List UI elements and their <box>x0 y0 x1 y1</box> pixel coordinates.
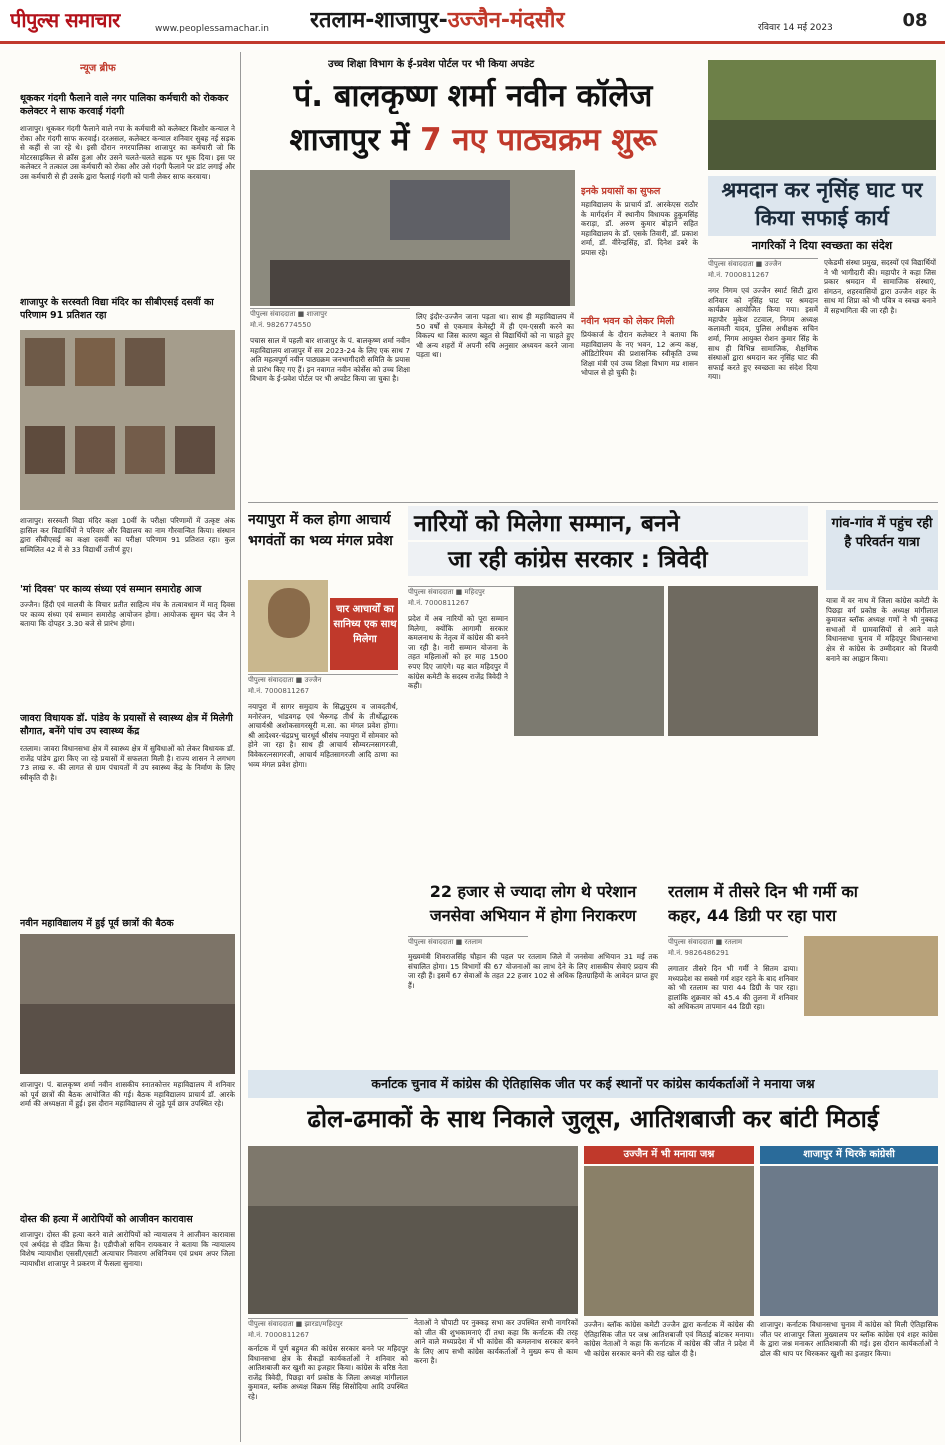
congress-women-story <box>408 506 938 876</box>
shajapur-celebration-photo <box>760 1166 938 1316</box>
page-number: 08 <box>902 10 928 31</box>
shajapur-celebration-body: शाजापुर। कर्नाटक विधानसभा चुनाव में कांग्रेस को मिली ऐतिहासिक जीत पर शाजापुर जिला मुख्यालय पर ब्लॉक कांग्रेस एवं शहर कांग्रेस के द्वारा जश्न मनाकर आतिशबाजी की गई। इस दौरान कार्यकर्ताओं ने ढोल की थाप पर थिरककर खुशी का इजहार किया। <box>760 1320 938 1358</box>
congress-byline: पीपुल्स संवाददाता ■ महिदपुर <box>408 586 528 598</box>
jansewa-story <box>408 880 658 1065</box>
lead-story <box>248 56 698 501</box>
brief-4-headline: जावरा विधायक डॉ. पांडेय के प्रयासों से स्वास्थ्य क्षेत्र में मिलेगी सौगात, बनेंगे पांच उप स्वास्थ्य केंद्र <box>20 713 233 737</box>
section-divider <box>248 502 938 503</box>
congress-photo-1 <box>514 586 664 736</box>
newspaper-logo: पीपुल्स समाचार <box>10 8 120 32</box>
karnataka-rally-photo <box>248 1146 578 1314</box>
nayapura-tag: चार आचार्यों का सानिध्य एक साथ मिलेगा <box>330 598 398 670</box>
congress-mobile: मो.नं. 7000811267 <box>408 599 470 607</box>
lead-subhead-1-body: महाविद्यालय के प्राचार्य डॉ. आरकेएस राठौर के मार्गदर्शन में स्थानीय विधायक हुकुमसिंह कराड़ा, डॉ. अरुण कुमार बोड़ाने सहित महाविद्यालय के डॉ. एसके तिवारी, डॉ. प्रकाश शर्मा, डॉ. वीरेन्द्रसिंह, डॉ. दिनेश डबरे के प्रयास रहे। <box>581 200 698 257</box>
jansewa-body: मुख्यमंत्री शिवराजसिंह चौहान की पहल पर रतलाम जिले में जनसेवा अभियान 31 मई तक संचालित होगा। 15 विभागों की 67 योजनाओं का लाभ देने के लिए शासकीय सेवाएं प्रदाय की जा रही हैं। इसमें 67 सेवाओं के तहत 22 हजार 102 से अधिक हितग्राहियों के आवेदन प्राप्त हुए हैं। <box>408 952 658 990</box>
students-photo <box>20 330 235 510</box>
ghat-body-2: एकेडमी संस्था प्रमुख, सदस्यों एवं विद्यार्थियों ने भी भागीदारी की। महापौर ने कहा जिस प्रकार श्रमदान में सामाजिक संस्थाएं, संगठन, शहरवासियों द्वारा उज्जैन शहर के साथ मां शिप्रा को भी पवित्र व स्वच्छ बनाने में सहभागिता की जा रही है। <box>824 258 936 315</box>
brief-6-body: शाजापुर। दोस्त की हत्या करने वाले आरोपियों को न्यायालय ने आजीवन कारावास एवं अर्थदंड से दंडित किया है। एडीपीओ सचिन रायकवार ने बताया कि न्यायालय विशेष न्यायाधीश एससी/एसटी अत्याचार निवारण अधिनियम एवं प्रथम अपर जिला न्यायाधीश शाजापुर ने प्रकरण में फैसला सुनाया। <box>20 1230 235 1268</box>
news-brief-column <box>20 60 235 1440</box>
karnataka-byline: पीपुल्स संवाददाता ■ झारडा/महिदपुर <box>248 1318 408 1330</box>
yatra-headline: गांव-गांव में पहुंच रही है परिवर्तन यात्रा <box>826 510 938 590</box>
lead-subhead-2-body: प्रियंकार्ज के दौरान कलेक्टर ने बताया कि महाविद्यालय के नए भवन, 12 अन्य कक्ष, ऑडिटोरियम की प्रशासनिक स्वीकृति उच्च शिक्षा मंत्री एवं उच्च शिक्षा विभाग मप्र शासन भोपाल से हो चुकी है। <box>581 330 698 378</box>
lead-headline-line1: पं. बालकृष्ण शर्मा नवीन कॉलेज <box>293 78 653 114</box>
karnataka-body-1: कर्नाटक में पूर्ण बहुमत की कांग्रेस सरकार बनने पर महिदपुर विधानसभा क्षेत्र के सैकड़ों कार्यकर्ताओं ने शनिवार को आतिशबाजी कर खुशी का इजहार किया। कांग्रेस के वरिष्ठ नेता राजेंद्र त्रिवेदी, पिछड़ा वर्ग प्रकोष्ठ के जिला अध्यक्ष मांगीलाल कुमावत, ब्लॉक अध्यक्ष विक्रम सिंह सिसोदिया आदि उपस्थित रहे। <box>248 1344 408 1401</box>
issue-date: रविवार 14 मई 2023 <box>758 23 833 33</box>
masthead <box>0 0 945 44</box>
karnataka-kicker: कर्नाटक चुनाव में कांग्रेस की ऐतिहासिक जीत पर कई स्थानों पर कांग्रेस कार्यकर्ताओं ने मनाया जश्न <box>248 1070 938 1098</box>
jansewa-headline-line2: जनसेवा अभियान में होगा निराकरण <box>429 906 637 925</box>
heat-mobile: मो.नं. 9826486291 <box>668 949 730 957</box>
karnataka-body-2: नेताओं ने चौपाटी पर नुक्कड़ सभा कर उपस्थित सभी नागरिकों को जीत की शुभकामनाएं दीं तथा कहा कि कर्नाटक की तरह आने वाले मध्यप्रदेश में भी कांग्रेस की कमलनाथ सरकार बनने के लिए आप सभी कांग्रेस कार्यकर्ताओं ने मुख्य रूप से काम करना है। <box>414 1318 578 1366</box>
nayapura-headline: नयापुरा में कल होगा आचार्य भगवंतों का भव्य मंगल प्रवेश <box>248 512 393 549</box>
website-url[interactable]: www.peoplessamachar.in <box>155 24 269 34</box>
brief-6-headline: दोस्त की हत्या में आरोपियों को आजीवन कारावास <box>20 1214 193 1225</box>
lead-mobile: मो.नं. 9826774550 <box>250 321 312 329</box>
meeting-photo <box>20 934 235 1074</box>
brief-5-body: शाजापुर। पं. बालकृष्ण शर्मा नवीन शासकीय स्नातकोत्तर महाविद्यालय में शनिवार को पूर्व छात्रों की बैठक आयोजित की गई। बैठक महाविद्यालय प्राचार्य डॉ. आरके शर्मा की अध्यक्षता में हुई। इस दौरान महाविद्यालय से जुड़े पूर्व छात्र उपस्थित रहे। <box>20 1080 235 1109</box>
heat-body: लगातार तीसरे दिन भी गर्मी ने सितम ढाया। मध्यप्रदेश का सबसे गर्म शहर रहने के बाद शनिवार को भी रतलाम का पारा 44 डिग्री के पार रहा। हालांकि शुक्रवार को 45.4 की तुलना में शनिवार को अधिकतम तापमान 44 डिग्री रहा। <box>668 964 798 1012</box>
congress-headline-line1: नारियों को मिलेगा सम्मान, बनने <box>408 506 808 540</box>
heat-headline-line1: रतलाम में तीसरे दिन भी गर्मी का <box>668 882 858 901</box>
shajapur-celebration-tag: शाजापुर में थिरके कांग्रेसी <box>760 1146 938 1164</box>
lead-byline: पीपुल्स संवाददाता ■ शाजापुर <box>250 308 410 320</box>
heat-story <box>668 880 938 1065</box>
ujjain-celebration-tag: उज्जैन में भी मनाया जश्न <box>584 1146 754 1164</box>
news-brief-tag: न्यूज ब्रीफ <box>80 63 116 74</box>
ghat-photo <box>708 60 936 170</box>
congress-headline-line2: जा रही कांग्रेस सरकार : त्रिवेदी <box>408 542 808 576</box>
congress-photo-2 <box>668 586 818 736</box>
congress-body: प्रदेश में अब नारियों को पूरा सम्मान मिलेगा, क्योंकि आगामी सरकार कमलनाथ के नेतृत्व में कांग्रेस की बनने जा रही है। नारी सम्मान योजना के तहत महिलाओं को हर माह 1500 रुपए दिए जाएंगे। यह बात महिदपुर में कांग्रेस कमेटी के सदस्य राजेंद्र त्रिवेदी ने कही। <box>408 614 508 691</box>
region-title: रतलाम-शाजापुर-उज्जैन-मंदसौर <box>310 8 565 33</box>
brief-2-body: शाजापुर। सरस्वती विद्या मंदिर कक्षा 10वीं के परीक्षा परिणामों में उत्कृष्ट अंक हासिल कर विद्यार्थियों ने परिवार और विद्यालय का नाम गौरवान्वित किया। संस्थान द्वारा सीबीएसई का कक्षा दसवीं का परीक्षा परिणाम 91 प्रतिशत रहा। कुल सम्मिलित 42 में से 33 विद्यार्थी उत्तीर्ण हुए। <box>20 516 235 554</box>
heat-byline: पीपुल्स संवाददाता ■ रतलाम <box>668 936 788 948</box>
heat-headline-line2: कहर, 44 डिग्री पर रहा पारा <box>668 906 837 925</box>
lead-photo <box>250 170 575 306</box>
nayapura-story <box>248 510 398 890</box>
ghat-body-1: नगर निगम एवं उज्जैन स्मार्ट सिटी द्वारा शनिवार को नृसिंह घाट पर श्रमदान कार्यक्रम आयोजित किया गया। इसमें महापौर मुकेश टटवाल, निगम अध्यक्ष कलावती यादव, पुलिस अधीक्षक सचिन शर्मा, निगम आयुक्त रोशन कुमार सिंह के साथ ही विभिन्न सामाजिक, शैक्षणिक संस्थाओं द्वारा श्रमदान कर नृसिंह घाट की सफाई करते हुए स्वच्छता का संदेश दिया गया। <box>708 286 818 382</box>
brief-3-headline: 'मां दिवस' पर काव्य संध्या एवं सम्मान समारोह आज <box>20 584 202 595</box>
lead-subhead-2: नवीन भवन को लेकर मिली <box>581 316 675 327</box>
yatra-body: यात्रा में वर नाथ में जिला कांग्रेस कमेटी के पिछड़ा वर्ग प्रकोष्ठ के अध्यक्ष मांगीलाल कुमावत ब्लॉक अध्यक्ष गणों ने भी नुक्कड़ सभाओं में ग्रामवासियों से आने वाले विधानसभा चुनाव में महिदपुर विधानसभा क्षेत्र से कांग्रेस के उम्मीदवार को विजयी बनाने का आह्वान किया। <box>826 596 938 663</box>
ujjain-celebration-photo <box>584 1166 754 1316</box>
ujjain-celebration-body: उज्जैन। ब्लॉक कांग्रेस कमेटी उज्जैन द्वारा कर्नाटक में कांग्रेस की ऐतिहासिक जीत पर जश्न आतिशबाजी एवं मिठाई बांटकर मनाया। कांग्रेस नेताओं ने कहा कि कर्नाटक में कांग्रेस की जीत ने प्रदेश में भी कांग्रेस सरकार बनने की राह खोल दी है। <box>584 1320 754 1358</box>
ghat-story <box>708 60 936 505</box>
brief-2-headline: शाजापुर के सरस्वती विद्या मंदिर का सीबीएसई दसवीं का परिणाम 91 प्रतिशत रहा <box>20 297 214 321</box>
jansewa-headline-line1: 22 हजार से ज्यादा लोग थे परेशान <box>429 882 637 901</box>
heat-photo <box>804 936 938 1016</box>
ghat-mobile: मो.नं. 7000811267 <box>708 271 770 279</box>
karnataka-story <box>248 1070 938 1440</box>
ghat-subheadline: नागरिकों ने दिया स्वच्छता का संदेश <box>751 239 893 252</box>
jansewa-byline: पीपुल्स संवाददाता ■ रतलाम <box>408 936 528 948</box>
brief-5-headline: नवीन महाविद्यालय में हुई पूर्व छात्रों की बैठक <box>20 918 174 929</box>
nayapura-body: नयापुरा में सागर समुदाय के सिद्धपुरम व जावदतीर्थ, मनोरंजन, भांडवगढ़ एवं भैरूगढ़ तीर्थ के तीर्थोद्धारक आचार्यश्री अशोकसागरसूरी म.सा. का मंगल प्रवेश होगा। श्री आदेश्वर-चंद्रप्रभु चारधूर्व श्रीसंघ नयापुरा में सोमवार को होने जा रहा है। साथ ही आचार्य सौम्यरत्नसागरजी, विवेकरत्नसागरजी, आचार्य महितसागरजी आदि ठाणा का भव्य मंगल प्रवेश होगा। <box>248 702 398 769</box>
nayapura-byline: पीपुल्स संवाददाता ■ उज्जैन <box>248 674 398 686</box>
lead-headline-line2: शाजापुर में 7 नए पाठ्यक्रम शुरू <box>289 122 657 158</box>
karnataka-headline: ढोल-ढमाकों के साथ निकाले जुलूस, आतिशबाजी कर बांटी मिठाई <box>307 1105 879 1133</box>
ghat-headline: श्रमदान कर नृसिंह घाट पर किया सफाई कार्य <box>708 176 936 236</box>
brief-4-body: रतलाम। जावरा विधानसभा क्षेत्र में स्वास्थ्य क्षेत्र में सुविधाओं को लेकर विधायक डॉ. राजेंद्र पांडेय द्वारा किए जा रहे प्रयासों में सफलता मिली है। राज्य शासन ने लगभग 73 लाख रु. की लागत से ग्राम पंचायतों में उप स्वास्थ्य केंद्र के निर्माण के लिए स्वीकृति दी है। <box>20 744 235 782</box>
brief-1-headline: थूककर गंदगी फैलाने वाले नगर पालिका कर्मचारी को रोककर कलेक्टर ने साफ करवाई गंदगी <box>20 93 229 117</box>
karnataka-mobile: मो.नं. 7000811267 <box>248 1331 310 1339</box>
lead-body-2: लिए इंदौर-उज्जैन जाना पड़ता था। साथ ही महाविद्यालय में 50 वर्षों से एकमात्र केमेस्ट्री में ही एम-एससी करने का विकल्प था जिस कारण बहुत से विद्यार्थियों को ना चाहते हुए भी अन्य शहरों में अपनी रुचि अनुसार अध्ययन करने जाना पड़ता था। <box>416 312 574 360</box>
brief-1-body: शाजापुर। थूककर गंदगी फैलाने वाले नपा के कर्मचारी को कलेक्टर किशोर कन्याल ने रोका और गंदगी साफ करवाई। दरअसल, कलेक्टर कन्याल शनिवार सुबह नई सड़क से कहीं से जा रहे थे। इसी दौरान नगरपालिका शाजापुर का कर्मचारी जो कि मोटरसाइकिल से क्रॉस हुआ और उसने चलते-चलते सड़क पर थूक दिया। इस पर कलेक्टर ने तत्काल उस कर्मचारी को रोका और उसे गंदगी फैलाने पर डांट लगाई और उस कर्मचारी से ही उसके द्वारा फैलाई गंदगी को पानी लेकर साफ करवाया। <box>20 124 235 181</box>
nayapura-mobile: मो.नं. 7000811267 <box>248 687 310 695</box>
acharya-photo <box>248 580 328 672</box>
brief-3-body: उज्जैन। हिंदी एवं मालवी के विचार प्रतीत साहित्य मंच के तत्वावधान में मातृ दिवस पर काव्य संध्या एवं सम्मान समारोह आयोजन होगा। आयोजक सुमन चंद जैन ने बताया कि दोपहर 3.30 बजे से प्रारंभ होगा। <box>20 600 235 629</box>
lead-kicker: उच्च शिक्षा विभाग के ई-प्रवेश पोर्टल पर भी किया अपडेट <box>328 59 535 70</box>
column-divider <box>240 52 241 1442</box>
lead-subhead-1: इनके प्रयासों का सुफल <box>581 186 661 197</box>
ghat-byline: पीपुल्स संवाददाता ■ उज्जैन <box>708 258 818 270</box>
lead-body-1: पचास साल में पहली बार शाजापुर के पं. बालकृष्ण शर्मा नवीन महाविद्यालय शाजापुर में सत्र 2023-24 के लिए एक साथ 7 अति महत्वपूर्ण नवीन पाठ्यक्रम जनभागीदारी समिति के प्रयास से प्रारंभ किए गए हैं। इन नवागत नवीन कोर्सेस को उच्च शिक्षा विभाग के ई-प्रवेश पोर्टल पर भी अपडेट किया जा चुका है। <box>250 336 410 384</box>
